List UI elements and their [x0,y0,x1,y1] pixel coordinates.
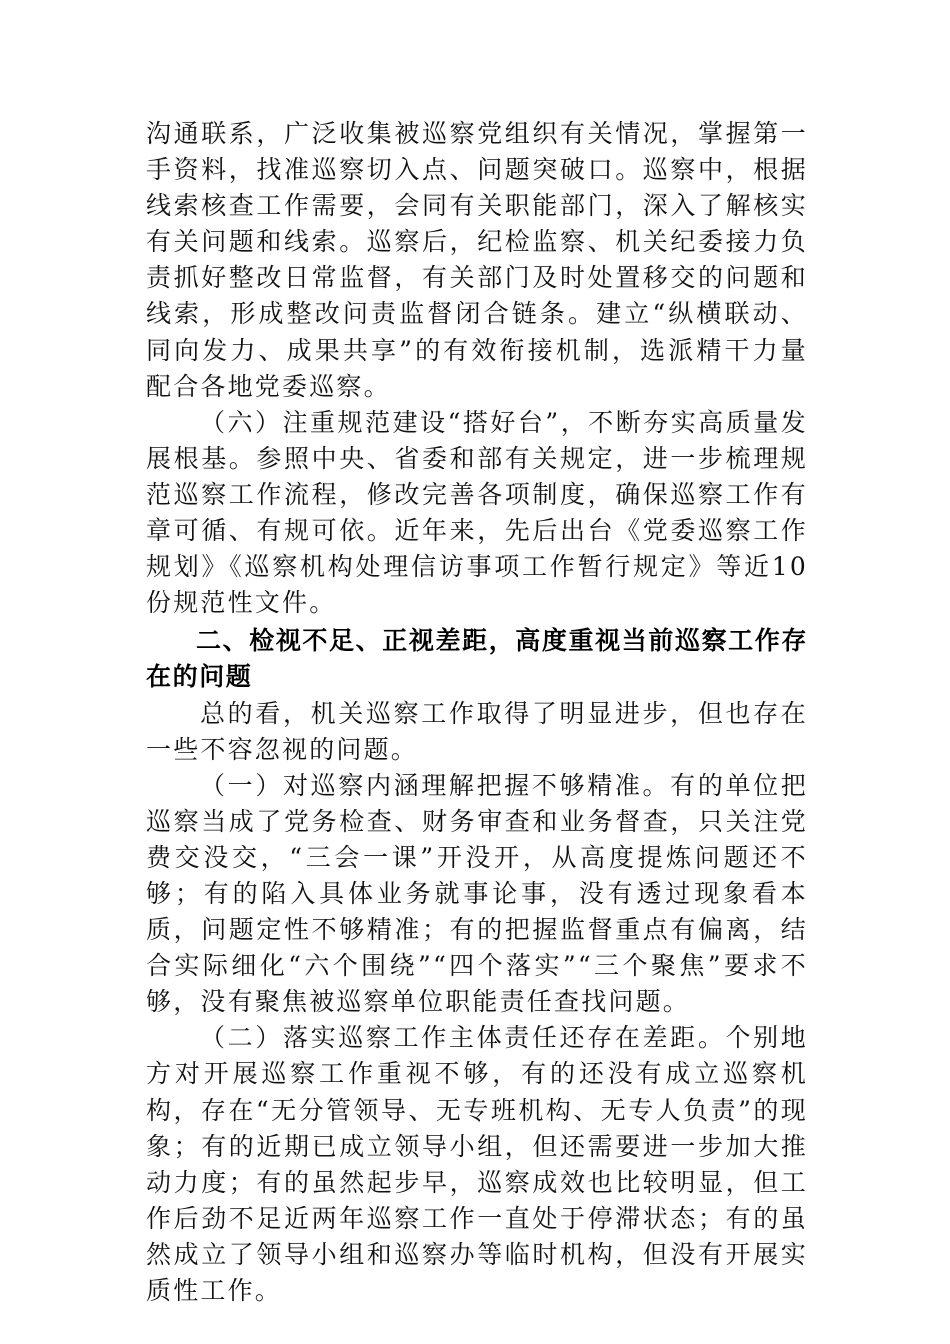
paragraph-item-two: （二）落实巡察工作主体责任还存在差距。个别地方对开展巡察工作重视不够，有的还没有成立巡察机构，存在“无分管领导、无专班机构、无专人负责”的现象；有的近期已成立领导小组，但还需要进一步加大推动力度；有的虽然起步早，巡察成效也比较明显，但工作后劲不足近两年巡察工作一直处于停滞状态；有的虽然成立了领导小组和巡察办等临时机构，但没有开展实质性工作。 [146,1023,808,1305]
paragraph-continuation: 沟通联系，广泛收集被巡察党组织有关情况，掌握第一手资料，找准巡察切入点、问题突破口。巡察中，根据线索核查工作需要，会同有关职能部门，深入了解核实有关问题和线索。巡察后，纪检监察、机关纪委接力负责抓好整改日常监督，有关部门及时处置移交的问题和线索，形成整改问责监督闭合链条。建立“纵横联动、同向发力、成果共享”的有效衔接机制，选派精干力量配合各地党委巡察。 [146,119,808,401]
document-page [146,116,808,1309]
paragraph-summary: 总的看，机关巡察工作取得了明显进步，但也存在一些不容忽视的问题。 [146,698,808,764]
paragraph-section-six: （六）注重规范建设“搭好台”，不断夯实高质量发展根基。参照中央、省委和部有关规定，进一步梳理规范巡察工作流程，修改完善各项制度，确保巡察工作有章可循、有规可依。近年来，先后出台《党委巡察工作规划》《巡察机构处理信访事项工作暂行规定》等近10份规范性文件。 [146,407,808,618]
section-heading-two: 二、检视不足、正视差距，高度重视当前巡察工作存在的问题 [146,626,808,692]
paragraph-item-one: （一）对巡察内涵理解把握不够精准。有的单位把巡察当成了党务检查、财务审查和业务督查，只关注党费交没交，“三会一课”开没开，从高度提炼问题还不够；有的陷入具体业务就事论事，没有透过现象看本质，问题定性不够精准；有的把握监督重点有偏离，结合实际细化“六个围绕”“四个落实”“三个聚焦”要求不够，没有聚焦被巡察单位职能责任查找问题。 [146,770,808,1017]
